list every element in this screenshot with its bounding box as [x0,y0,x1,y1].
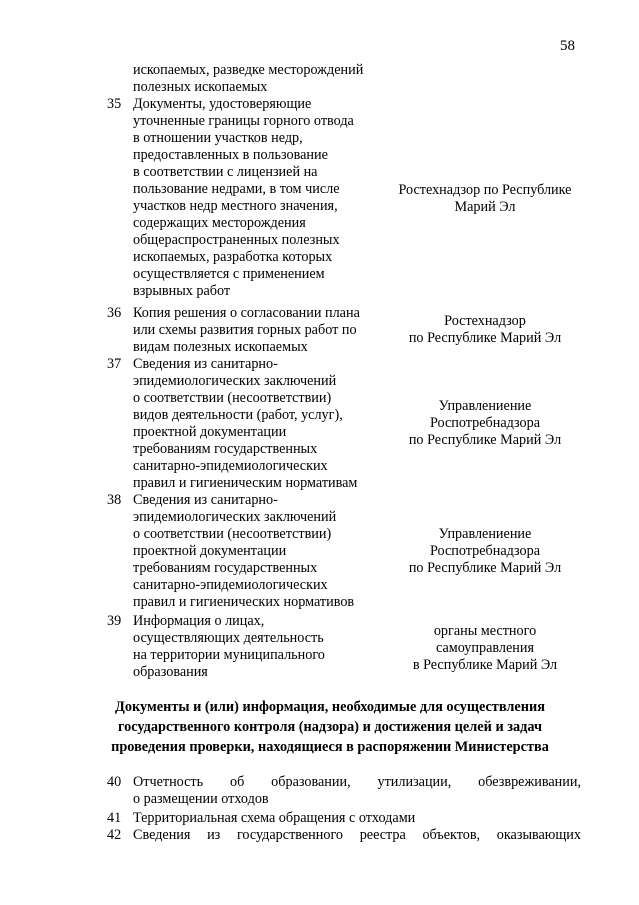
row-text-line: правил и гигиенических нормативов [133,594,355,610]
authority-line: органы местного [433,623,537,639]
row-number: 42 [107,827,122,843]
continuation-line: полезных ископаемых [133,79,268,95]
authority-line: Ростехнадзор [444,313,526,329]
row-text-line: о соответствии (несоответствии) [133,526,332,542]
row-text-line: содержащих месторождения [133,215,306,231]
row-text-line: участков недр местного значения, [133,198,338,214]
row-text-line: санитарно-эпидемиологических [133,458,328,474]
authority-line: по Республике Марий Эл [408,330,562,346]
row-text-line: в соответствии с лицензией на [133,164,318,180]
row-text-line: Сведения из государственного реестра объектов, оказывающих [133,827,581,843]
row-text-line: Информация о лицах, [133,613,265,629]
row-text-line: видов деятельности (работ, услуг), [133,407,343,423]
row-text-line: предоставленных в пользование [133,147,328,163]
row-number: 40 [107,774,122,790]
row-text-line: правил и гигиеническим нормативам [133,475,358,491]
section-heading-line: проведения проверки, находящиеся в распоряжении Министерства [111,739,549,755]
row-text-line: Документы, удостоверяющие [133,96,312,112]
row-text-line: о размещении отходов [133,791,269,807]
row-text-line: Территориальная схема обращения с отходами [133,810,416,826]
row-text-line: на территории муниципального [133,647,325,663]
authority-line: Ростехнадзор по Республике [398,182,572,198]
row-text-line: требованиям государственных [133,560,318,576]
row-number: 37 [107,356,122,372]
authority-line: по Республике Марий Эл [408,432,562,448]
row-text-line: Сведения из санитарно- [133,356,278,372]
authority-line: Марий Эл [454,199,516,215]
row-number: 38 [107,492,122,508]
authority-line: Управлениение [438,526,532,542]
row-text-line: взрывных работ [133,283,231,299]
section-heading-line: Документы и (или) информация, необходимые для осуществления [115,699,545,715]
row-text-line: Сведения из санитарно- [133,492,278,508]
row-text-line: санитарно-эпидемиологических [133,577,328,593]
row-text-line: осуществляется с применением [133,266,325,282]
row-text-line: образования [133,664,208,680]
row-text-line: видам полезных ископаемых [133,339,308,355]
row-number: 36 [107,305,122,321]
row-text-line: пользование недрами, в том числе [133,181,340,197]
row-text-line: ископаемых, разработка которых [133,249,333,265]
row-text-line: требованиям государственных [133,441,318,457]
authority-line: самоуправления [436,640,534,656]
row-text-line: или схемы развития горных работ по [133,322,357,338]
authority-line: по Республике Марий Эл [408,560,562,576]
row-text-line: уточненные границы горного отвода [133,113,354,129]
authority-line: Роспотребнадзора [429,415,541,431]
authority-line: в Республике Марий Эл [412,657,558,673]
row-number: 39 [107,613,122,629]
section-heading-line: государственного контроля (надзора) и достижения целей и задач [117,719,543,735]
row-text-line: общераспространенных полезных [133,232,340,248]
page-number: 58 [560,38,575,54]
row-text-line: проектной документации [133,424,287,440]
authority-line: Роспотребнадзора [429,543,541,559]
row-number: 35 [107,96,122,112]
row-text-line: эпидемиологических заключений [133,509,337,525]
row-text-line: осуществляющих деятельность [133,630,324,646]
row-text-line: Отчетность об образовании, утилизации, обезвреживании, [133,774,581,790]
continuation-line: ископаемых, разведке месторождений [133,62,364,78]
row-text-line: проектной документации [133,543,287,559]
row-number: 41 [107,810,122,826]
row-text-line: в отношении участков недр, [133,130,303,146]
row-text-line: о соответствии (несоответствии) [133,390,332,406]
row-text-line: Копия решения о согласовании плана [133,305,360,321]
authority-line: Управлениение [438,398,532,414]
row-text-line: эпидемиологических заключений [133,373,337,389]
